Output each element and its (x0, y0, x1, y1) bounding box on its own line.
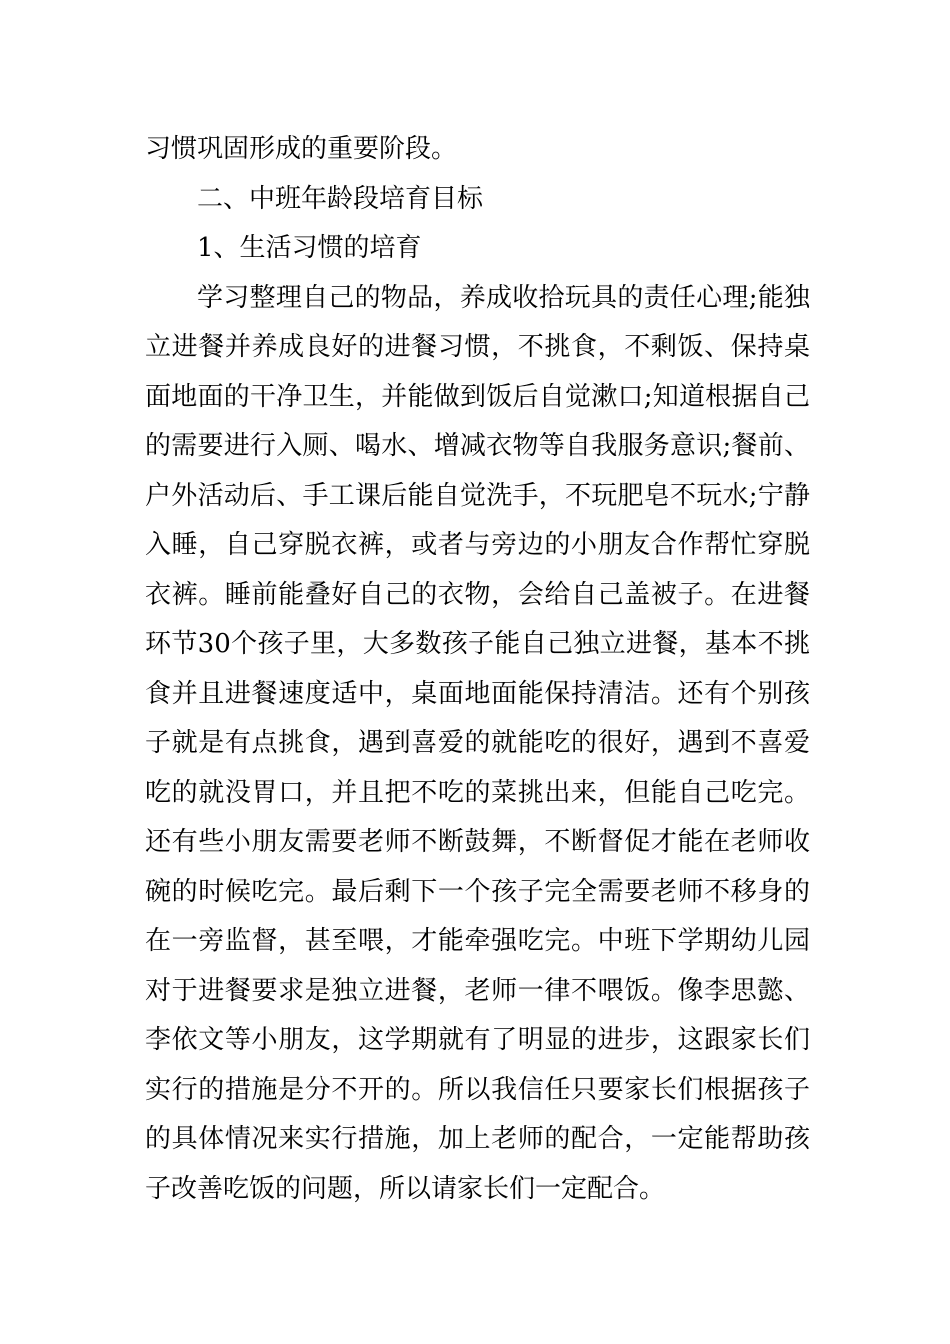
paragraph-line: 碗的时候吃完。最后剩下一个孩子完全需要老师不移身的 (145, 876, 810, 907)
paragraph-line: 入睡，自己穿脱衣裤，或者与旁边的小朋友合作帮忙穿脱 (145, 530, 810, 560)
subsection-heading: 1、生活习惯的培育 (197, 233, 422, 263)
paragraph-line: 户外活动后、手工课后能自觉洗手，不玩肥皂不玩水;宁静 (145, 480, 810, 511)
paragraph-line: 李依文等小朋友，这学期就有了明显的进步，这跟家长们 (145, 1025, 810, 1055)
paragraph-line: 衣裤。睡前能叠好自己的衣物，会给自己盖被子。在进餐 (145, 579, 810, 610)
paragraph-line: 对于进餐要求是独立进餐，老师一律不喂饭。像李思懿、 (145, 975, 810, 1006)
paragraph-line: 的具体情况来实行措施，加上老师的配合，一定能帮助孩 (145, 1124, 810, 1154)
paragraph-line: 立进餐并养成良好的进餐习惯，不挑食，不剩饭、保持桌 (145, 332, 810, 362)
paragraph-line: 还有些小朋友需要老师不断鼓舞，不断督促才能在老师收 (145, 827, 810, 857)
paragraph-line: 习惯巩固形成的重要阶段。 (145, 134, 458, 164)
document-body (145, 125, 810, 1214)
paragraph-line: 子就是有点挑食，遇到喜爱的就能吃的很好，遇到不喜爱 (145, 728, 810, 758)
paragraph-line: 子改善吃饭的问题，所以请家长们一定配合。 (145, 1173, 666, 1204)
paragraph-line: 面地面的干净卫生，并能做到饭后自觉漱口;知道根据自己 (145, 381, 810, 412)
section-heading: 二、中班年龄段培育目标 (197, 183, 484, 214)
paragraph-line: 在一旁监督，甚至喂，才能牵强吃完。中班下学期幼儿园 (145, 926, 810, 956)
paragraph-line: 学习整理自己的物品，养成收拾玩具的责任心理;能独 (197, 282, 810, 313)
paragraph-line: 的需要进行入厕、喝水、增减衣物等自我服务意识;餐前、 (145, 431, 810, 461)
paragraph-line: 环节30个孩子里，大多数孩子能自己独立进餐，基本不挑 (145, 629, 810, 659)
paragraph-line: 吃的就没胃口，并且把不吃的菜挑出来，但能自己吃完。 (145, 777, 810, 808)
paragraph-line: 实行的措施是分不开的。所以我信任只要家长们根据孩子 (145, 1074, 810, 1105)
paragraph-line: 食并且进餐速度适中，桌面地面能保持清洁。还有个别孩 (145, 678, 810, 709)
